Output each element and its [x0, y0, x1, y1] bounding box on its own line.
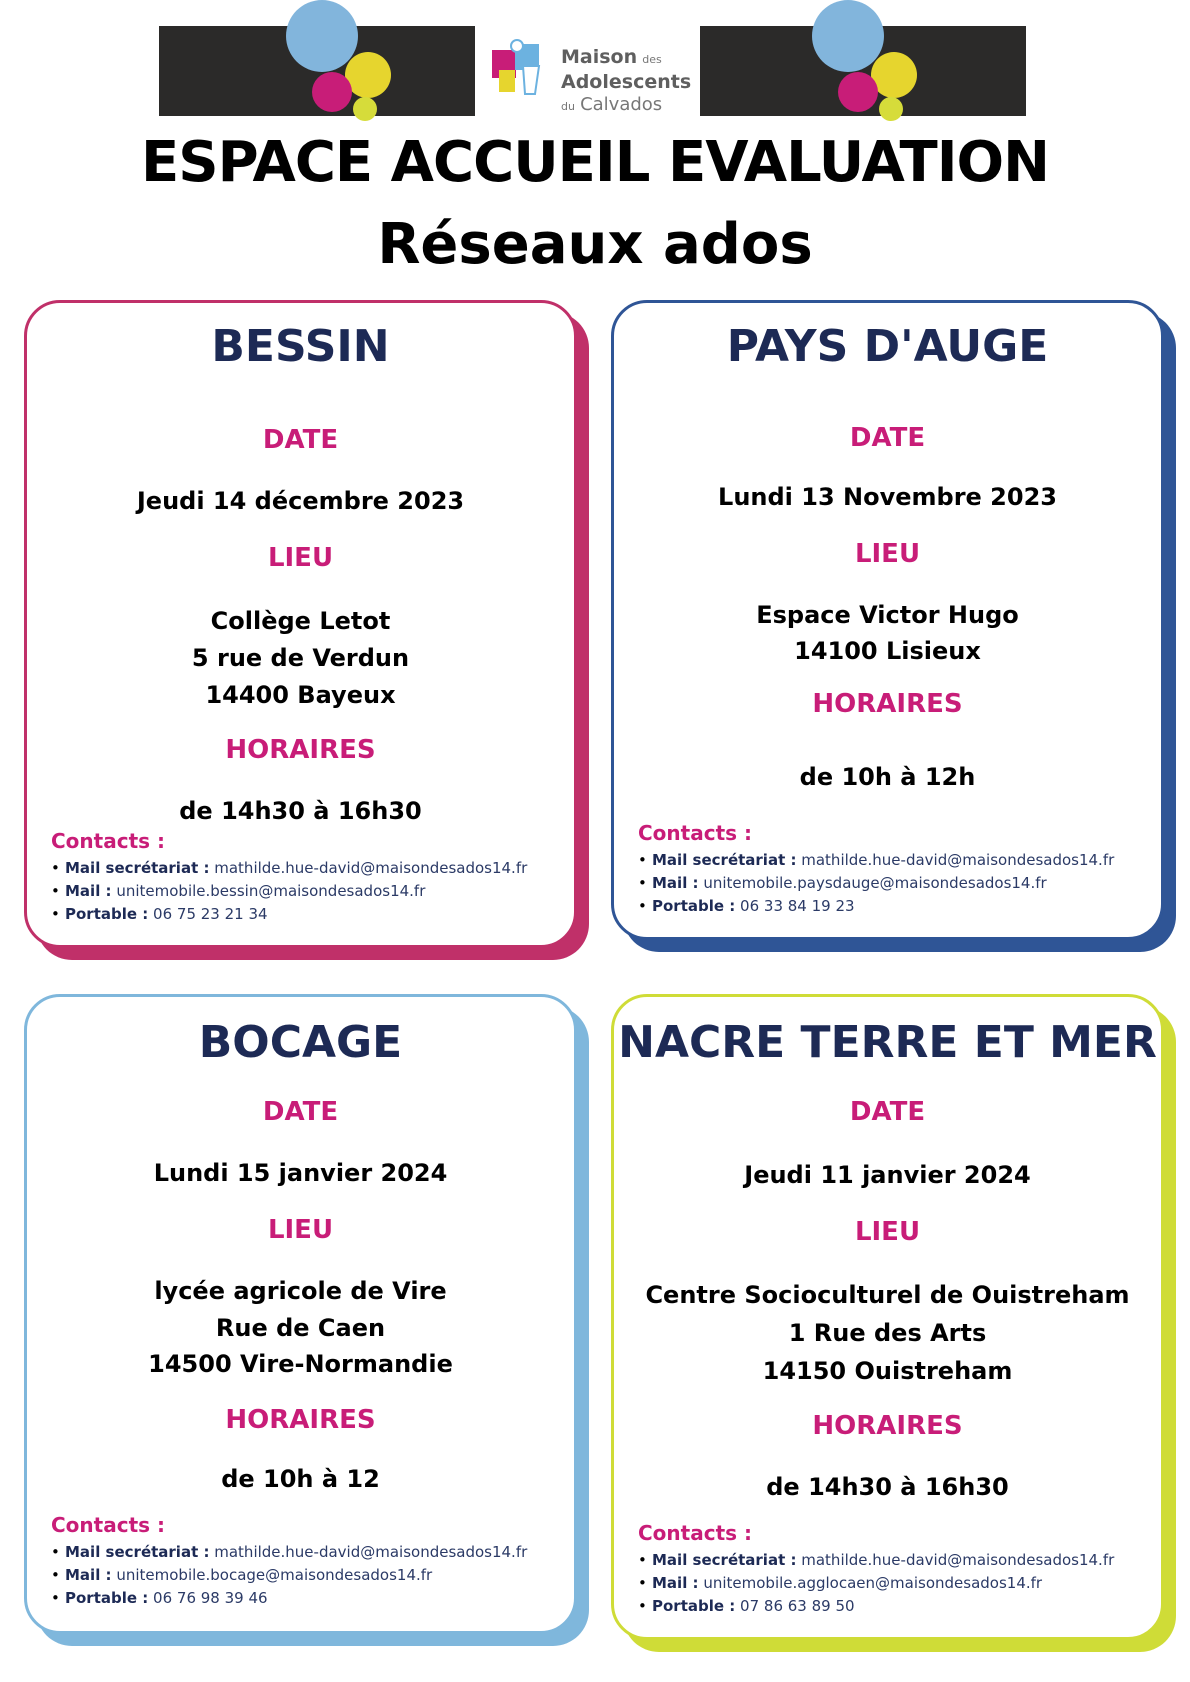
- contacts-heading: Contacts :: [51, 829, 165, 853]
- card-bessin: [24, 300, 577, 948]
- contacts-block: [51, 829, 527, 926]
- date-value: Lundi 13 Novembre 2023: [718, 483, 1057, 511]
- contacts-heading: Contacts :: [638, 1521, 752, 1545]
- date-label: DATE: [262, 1097, 339, 1127]
- mail-link[interactable]: unitemobile.paysdauge@maisondesados14.fr: [703, 874, 1047, 892]
- lieu-line: 1 Rue des Arts: [788, 1319, 987, 1347]
- date-label: DATE: [849, 423, 926, 453]
- horaires-label: HORAIRES: [812, 689, 963, 719]
- horaires-value: de 10h à 12h: [799, 763, 976, 791]
- page-title: ESPACE ACCUEIL EVALUATION: [140, 130, 1050, 195]
- card-nacre-terre-et-mer: [611, 994, 1164, 1640]
- lieu-line: Espace Victor Hugo: [756, 601, 1019, 629]
- contact-mail-secretariat: • Mail secrétariat : mathilde.hue-david@maisondesados14.fr: [65, 1541, 527, 1564]
- contact-mail: • Mail : unitemobile.bocage@maisondesados14.fr: [65, 1564, 527, 1587]
- horaires-label: HORAIRES: [225, 1405, 376, 1435]
- maison-des-adolescents-logo: [485, 28, 692, 115]
- mail-link[interactable]: unitemobile.bocage@maisondesados14.fr: [116, 1566, 433, 1584]
- lieu-line: Rue de Caen: [215, 1314, 386, 1342]
- date-label: DATE: [262, 425, 339, 455]
- logo-word-des: des: [642, 53, 662, 66]
- contact-mail-secretariat: • Mail secrétariat : mathilde.hue-david@maisondesados14.fr: [652, 1549, 1114, 1572]
- logo-figures-icon: [487, 36, 557, 106]
- lieu-label: LIEU: [854, 1217, 921, 1247]
- region-title: PAYS D'AUGE: [726, 321, 1049, 372]
- horaires-value: de 14h30 à 16h30: [766, 1473, 1009, 1501]
- phone-link[interactable]: 06 33 84 19 23: [740, 897, 855, 915]
- contact-mail-secretariat: • Mail secrétariat : mathilde.hue-david@maisondesados14.fr: [652, 849, 1114, 872]
- lieu-label: LIEU: [267, 1215, 334, 1245]
- horaires-label: HORAIRES: [225, 735, 376, 765]
- lieu-line: Collège Letot: [210, 607, 391, 635]
- contact-portable: • Portable : 06 75 23 21 34: [65, 903, 527, 926]
- contact-portable: • Portable : 06 33 84 19 23: [652, 895, 1114, 918]
- region-title: BESSIN: [211, 321, 390, 372]
- mail-secretariat-link[interactable]: mathilde.hue-david@maisondesados14.fr: [801, 851, 1115, 869]
- date-value: Jeudi 11 janvier 2024: [744, 1161, 1031, 1189]
- lieu-label: LIEU: [267, 543, 334, 573]
- contact-mail: • Mail : unitemobile.agglocaen@maisondesados14.fr: [652, 1572, 1114, 1595]
- date-value: Jeudi 14 décembre 2023: [136, 487, 465, 515]
- lieu-line: 14100 Lisieux: [794, 637, 981, 665]
- lieu-label: LIEU: [854, 539, 921, 569]
- contacts-block: [51, 1513, 527, 1610]
- mail-secretariat-link[interactable]: mathilde.hue-david@maisondesados14.fr: [214, 859, 528, 877]
- region-title: BOCAGE: [198, 1017, 403, 1068]
- logo-word-maison: Maison: [561, 46, 638, 68]
- page-subtitle: Réseaux ados: [377, 212, 813, 277]
- mail-link[interactable]: unitemobile.agglocaen@maisondesados14.fr: [703, 1574, 1043, 1592]
- contacts-block: [638, 821, 1114, 918]
- contacts-block: [638, 1521, 1114, 1618]
- contact-mail-secretariat: • Mail secrétariat : mathilde.hue-david@maisondesados14.fr: [65, 857, 527, 880]
- contacts-heading: Contacts :: [51, 1513, 165, 1537]
- horaires-value: de 10h à 12: [221, 1465, 380, 1493]
- date-label: DATE: [849, 1097, 926, 1127]
- date-value: Lundi 15 janvier 2024: [153, 1159, 448, 1187]
- contact-mail: • Mail : unitemobile.paysdauge@maisondesados14.fr: [652, 872, 1114, 895]
- contacts-heading: Contacts :: [638, 821, 752, 845]
- contact-mail: • Mail : unitemobile.bessin@maisondesados14.fr: [65, 880, 527, 903]
- lieu-line: 14500 Vire-Normandie: [148, 1350, 453, 1378]
- mail-secretariat-link[interactable]: mathilde.hue-david@maisondesados14.fr: [801, 1551, 1115, 1569]
- horaires-label: HORAIRES: [812, 1411, 963, 1441]
- phone-link[interactable]: 06 75 23 21 34: [153, 905, 268, 923]
- phone-link[interactable]: 06 76 98 39 46: [153, 1589, 268, 1607]
- lieu-line: Centre Socioculturel de Ouistreham: [645, 1281, 1130, 1309]
- card-bocage: [24, 994, 577, 1634]
- phone-link[interactable]: 07 86 63 89 50: [740, 1597, 855, 1615]
- region-title: NACRE TERRE ET MER: [618, 1017, 1157, 1068]
- lieu-line: 5 rue de Verdun: [191, 644, 410, 672]
- mail-secretariat-link[interactable]: mathilde.hue-david@maisondesados14.fr: [214, 1543, 528, 1561]
- card-pays-dauge: [611, 300, 1164, 940]
- lieu-line: 14400 Bayeux: [205, 681, 396, 709]
- logo-word-adolescents: Adolescents: [561, 71, 692, 93]
- horaires-value: de 14h30 à 16h30: [179, 797, 422, 825]
- contact-portable: • Portable : 07 86 63 89 50: [652, 1595, 1114, 1618]
- contact-portable: • Portable : 06 76 98 39 46: [65, 1587, 527, 1610]
- lieu-line: lycée agricole de Vire: [154, 1277, 447, 1305]
- logo-word-calvados: Calvados: [580, 94, 663, 115]
- mail-link[interactable]: unitemobile.bessin@maisondesados14.fr: [116, 882, 426, 900]
- lieu-line: 14150 Ouistreham: [762, 1357, 1013, 1385]
- logo-word-du: du: [561, 100, 575, 113]
